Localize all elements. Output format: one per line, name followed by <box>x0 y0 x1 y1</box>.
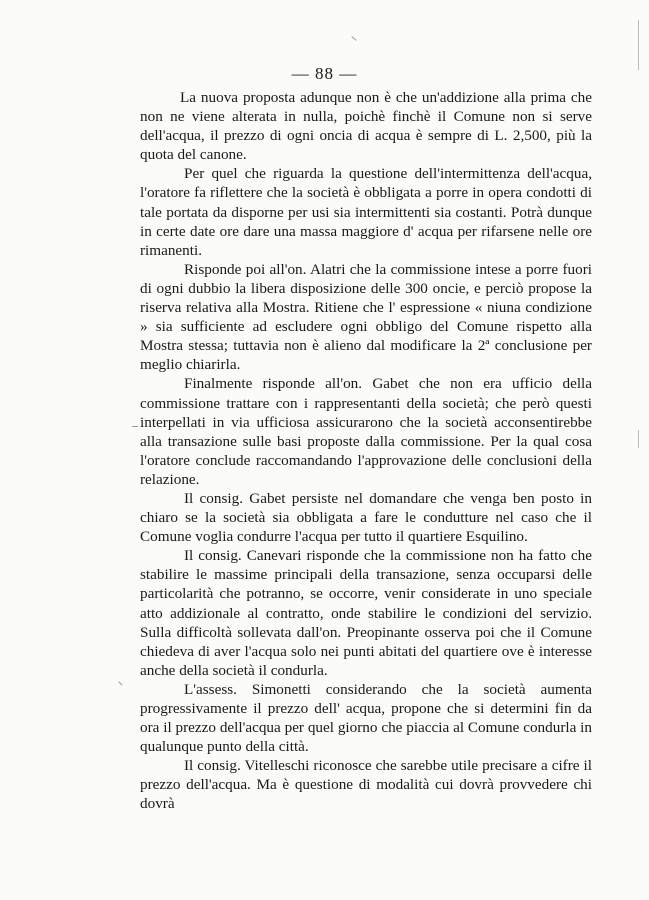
body-text <box>140 88 592 814</box>
paragraph: Il consig. Vitelleschi riconosce che sarebbe utile precisare a cifre il prezzo dell'acqua. Ma è questione di modalità cui dovrà provvedere chi dovrà <box>140 757 592 813</box>
paragraph: Finalmente risponde all'on. Gabet che non era ufficio della commissione trattare con i rappresentanti della società; che però questi interpellati in via ufficiosa assicurarono che la società acconsentirebbe alla transazione sulle basi proposte dalla commissione. Per la qual cosa l'oratore conclude raccomandando l'approvazione delle conclusioni della relazione. <box>140 375 592 488</box>
page-edge-line <box>638 430 639 448</box>
paragraph: La nuova proposta adunque non è che un'addizione alla prima che non ne viene alterata in nulla, poichè finchè il Comune non si serve dell'acqua, il prezzo di ogni oncia di acqua è sempre di L. 2,500, più la quota del canone. <box>140 89 592 164</box>
page-number: — 88 — <box>291 64 358 83</box>
paragraph: Per quel che riguarda la questione dell'intermittenza dell'acqua, l'oratore fa riflettere che la società è obbligata a porre in opera condotti di tale portata da disporne per usi sia intermittenti sia costanti. Potrà dunque in certe date ore dare una massa maggiore d' acqua per rifarsene nelle ore rimanenti. <box>140 165 592 259</box>
page-edge-line <box>638 20 639 70</box>
ink-mark <box>351 36 356 41</box>
margin-mark <box>132 426 138 427</box>
paragraph: Risponde poi all'on. Alatri che la commissione intese a porre fuori di ogni dubbio la libera disposizione delle 300 oncie, e perciò propose la riserva relativa alla Mostra. Ritiene che l' espressione « niuna condizione » sia sufficiente ad escludere ogni obbligo del Comune rispetto alla Mostra stessa; tuttavia non è alieno dal modificare la 2ª conclusione per meglio chiarirla. <box>140 260 592 374</box>
margin-mark <box>118 681 122 685</box>
paragraph: Il consig. Canevari risponde che la commissione non ha fatto che stabilire le massime principali della transazione, senza occuparsi delle particolarità che potranno, se occorre, venir considerate in uno speciale atto addizionale al contratto, onde stabilire le condizioni del servizio. Sulla difficoltà sollevata dall'on. Preopinante osserva poi che il Comune chiedeva di aver l'acqua solo nei punti abitati del quartiere ove è interesse anche della società il condurla. <box>140 547 592 679</box>
paragraph: L'assess. Simonetti considerando che la società aumenta progressivamente il prezzo dell' acqua, propone che si determini fin da ora il prezzo dell'acqua per quel giorno che piaccia al Comune condurla in qualunque punto della città. <box>140 680 592 756</box>
paragraph: Il consig. Gabet persiste nel domandare che venga ben posto in chiaro se la società sia obbligata a fare le condutture nel caso che il Comune voglia condurre l'acqua per tutto il quartiere Esquilino. <box>140 489 592 546</box>
